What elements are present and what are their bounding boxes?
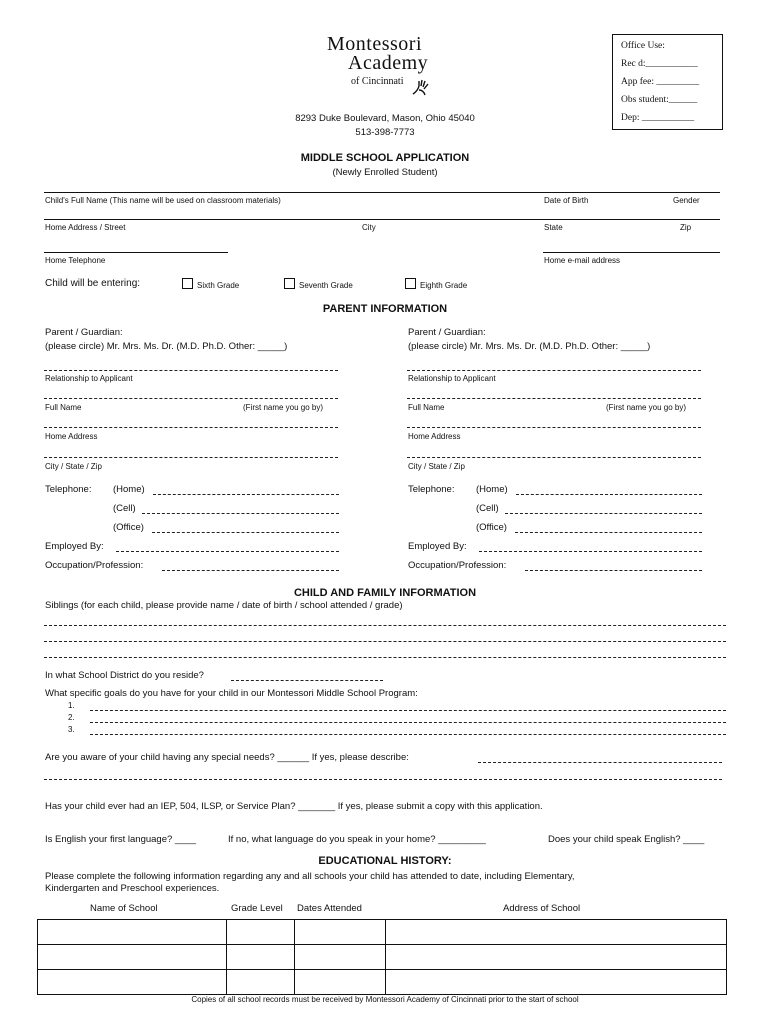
parent2-guardian-label: Parent / Guardian: — [408, 327, 486, 338]
special-needs-field[interactable] — [478, 762, 722, 763]
parent1-full-name-field[interactable] — [44, 398, 338, 399]
parent1-employed-label: Employed By: — [45, 541, 104, 552]
grade-eighth-option[interactable] — [405, 278, 467, 290]
goals-label: What specific goals do you have for your child in our Montessori Middle School Program: — [45, 688, 418, 699]
grade-seventh-option[interactable] — [284, 278, 353, 290]
parent2-home-address-field[interactable] — [407, 427, 701, 428]
parent2-employed-label: Employed By: — [408, 541, 467, 552]
parent2-home-phone-label: (Home) — [476, 484, 508, 495]
dates-attended-cell[interactable] — [295, 920, 386, 945]
column-dates-attended: Dates Attended — [297, 903, 362, 914]
special-needs-line-2[interactable] — [44, 779, 722, 780]
schools-table — [37, 919, 727, 995]
goal-number-1: 1. — [68, 701, 75, 710]
dates-attended-cell[interactable] — [295, 945, 386, 970]
goal-number-2: 2. — [68, 713, 75, 722]
home-language-label: If no, what language do you speak in your home? _________ — [228, 834, 486, 845]
sixth-grade-checkbox[interactable] — [182, 278, 193, 289]
parent1-guardian-label: Parent / Guardian: — [45, 327, 123, 338]
school-name-cell[interactable] — [38, 970, 227, 995]
home-telephone-label: Home Telephone — [45, 256, 106, 265]
office-use-title: Office Use: — [621, 41, 665, 51]
parent2-office-phone-label: (Office) — [476, 522, 507, 533]
parent1-office-phone-field[interactable] — [152, 532, 339, 533]
dates-attended-cell[interactable] — [295, 970, 386, 995]
home-email-label: Home e-mail address — [544, 256, 621, 265]
eighth-grade-checkbox[interactable] — [405, 278, 416, 289]
footer-note: Copies of all school records must be received by Montessori Academy of Cincinnati prior to the start of school — [191, 995, 579, 1004]
grade-level-cell[interactable] — [227, 945, 295, 970]
child-name-label: Child's Full Name (This name will be used on classroom materials) — [45, 196, 281, 205]
siblings-line-3[interactable] — [44, 657, 726, 658]
parent2-employed-field[interactable] — [479, 551, 702, 552]
parent2-office-phone-field[interactable] — [515, 532, 702, 533]
home-address-label: Home Address / Street — [45, 223, 126, 232]
page-title: MIDDLE SCHOOL APPLICATION — [300, 152, 470, 164]
parent2-full-name-label: Full Name — [408, 403, 445, 412]
sixth-grade-label: Sixth Grade — [197, 281, 240, 290]
column-address-of-school: Address of School — [503, 903, 581, 914]
office-obs-student[interactable]: Obs student:______ — [621, 95, 698, 105]
school-address-cell[interactable] — [386, 945, 727, 970]
goal-field-1[interactable] — [90, 710, 726, 711]
parent2-home-phone-field[interactable] — [516, 494, 702, 495]
table-row — [38, 970, 727, 995]
parent1-telephone-label: Telephone: — [45, 484, 92, 495]
parent2-full-name-field[interactable] — [407, 398, 701, 399]
gender-label: Gender — [673, 196, 700, 205]
family-section-title: CHILD AND FAMILY INFORMATION — [293, 587, 477, 599]
school-phone: 513-398-7773 — [355, 127, 415, 138]
table-row — [38, 945, 727, 970]
parent1-employed-field[interactable] — [116, 551, 339, 552]
parent2-cell-phone-label: (Cell) — [476, 503, 499, 514]
iep-label: Has your child ever had an IEP, 504, ILSP, or Service Plan? _______ If yes, please submit a copy with this application. — [45, 801, 543, 812]
grade-level-cell[interactable] — [227, 920, 295, 945]
parent1-home-phone-label: (Home) — [113, 484, 145, 495]
goal-number-3: 3. — [68, 725, 75, 734]
siblings-label: Siblings (for each child, please provide name / date of birth / school attended / grade) — [45, 600, 403, 611]
school-address: 8293 Duke Boulevard, Mason, Ohio 45040 — [295, 113, 475, 124]
page-subtitle: (Newly Enrolled Student) — [332, 167, 438, 178]
school-name-cell[interactable] — [38, 920, 227, 945]
parent1-cell-phone-field[interactable] — [142, 513, 339, 514]
education-section-title: EDUCATIONAL HISTORY: — [318, 855, 452, 867]
parent2-cell-phone-field[interactable] — [505, 513, 702, 514]
parent2-city-state-zip-label: City / State / Zip — [408, 462, 465, 471]
parent1-first-name-note: (First name you go by) — [243, 403, 324, 412]
city-label: City — [362, 223, 376, 232]
education-intro-line2: Kindergarten and Preschool experiences. — [45, 883, 220, 894]
office-app-fee[interactable]: App fee: _________ — [621, 77, 700, 87]
parent1-occupation-label: Occupation/Profession: — [45, 560, 144, 571]
parent1-city-state-zip-field[interactable] — [44, 457, 338, 458]
logo-line3: of Cincinnati — [351, 76, 404, 87]
parent1-home-address-label: Home Address — [45, 432, 98, 441]
school-name-cell[interactable] — [38, 945, 227, 970]
office-deposit[interactable]: Dep: ___________ — [621, 113, 695, 123]
zip-label: Zip — [680, 223, 692, 232]
column-name-of-school: Name of School — [90, 903, 158, 914]
state-label: State — [544, 223, 563, 232]
parent2-title-select[interactable]: (please circle) Mr. Mrs. Ms. Dr. (M.D. Ph.D. Other: _____) — [408, 341, 651, 352]
logo-line1: Montessori — [327, 33, 422, 55]
grade-sixth-option[interactable] — [182, 278, 239, 290]
siblings-line-1[interactable] — [44, 625, 726, 626]
goal-field-2[interactable] — [90, 722, 726, 723]
goal-field-3[interactable] — [90, 734, 726, 735]
parent2-city-state-zip-field[interactable] — [407, 457, 701, 458]
school-district-field[interactable] — [231, 680, 383, 681]
table-row — [38, 920, 727, 945]
siblings-line-2[interactable] — [44, 641, 726, 642]
home-email-field[interactable] — [543, 252, 720, 253]
parent1-cell-phone-label: (Cell) — [113, 503, 136, 514]
education-intro-line1: Please complete the following information regarding any and all schools your child has attended to date, including Elementary, — [45, 871, 575, 882]
seventh-grade-label: Seventh Grade — [299, 281, 353, 290]
parent2-relationship-label: Relationship to Applicant — [408, 374, 496, 383]
column-grade-level: Grade Level — [231, 903, 283, 914]
parent1-relationship-field[interactable] — [44, 370, 338, 371]
parent1-relationship-label: Relationship to Applicant — [45, 374, 133, 383]
grade-level-cell[interactable] — [227, 970, 295, 995]
parent2-first-name-note: (First name you go by) — [606, 403, 687, 412]
parent1-city-state-zip-label: City / State / Zip — [45, 462, 102, 471]
parent1-full-name-label: Full Name — [45, 403, 82, 412]
office-received[interactable]: Rec d:___________ — [621, 59, 698, 69]
parent2-occupation-label: Occupation/Profession: — [408, 560, 507, 571]
english-first-language-label: Is English your first language? ____ — [45, 834, 197, 845]
parent1-office-phone-label: (Office) — [113, 522, 144, 533]
entering-label: Child will be entering: — [45, 278, 141, 289]
parent2-home-address-label: Home Address — [408, 432, 461, 441]
parent2-relationship-field[interactable] — [407, 370, 701, 371]
school-address-cell[interactable] — [386, 920, 727, 945]
logo-line2: Academy — [348, 52, 429, 74]
home-address-field[interactable] — [44, 219, 720, 220]
child-name-field[interactable] — [44, 192, 720, 193]
special-needs-label: Are you aware of your child having any special needs? ______ If yes, please describe: — [45, 752, 409, 763]
parent-section-title: PARENT INFORMATION — [322, 303, 448, 315]
dob-label: Date of Birth — [544, 196, 589, 205]
hand-icon — [410, 78, 432, 98]
school-address-cell[interactable] — [386, 970, 727, 995]
parent1-title-select[interactable]: (please circle) Mr. Mrs. Ms. Dr. (M.D. Ph.D. Other: _____) — [45, 341, 288, 352]
eighth-grade-label: Eighth Grade — [420, 281, 468, 290]
parent1-occupation-field[interactable] — [162, 570, 339, 571]
speak-english-label: Does your child speak English? ____ — [548, 834, 705, 845]
parent1-home-phone-field[interactable] — [153, 494, 339, 495]
school-district-label: In what School District do you reside? — [45, 670, 204, 681]
parent2-telephone-label: Telephone: — [408, 484, 455, 495]
parent2-occupation-field[interactable] — [525, 570, 702, 571]
seventh-grade-checkbox[interactable] — [284, 278, 295, 289]
parent1-home-address-field[interactable] — [44, 427, 338, 428]
home-telephone-field[interactable] — [44, 252, 228, 253]
